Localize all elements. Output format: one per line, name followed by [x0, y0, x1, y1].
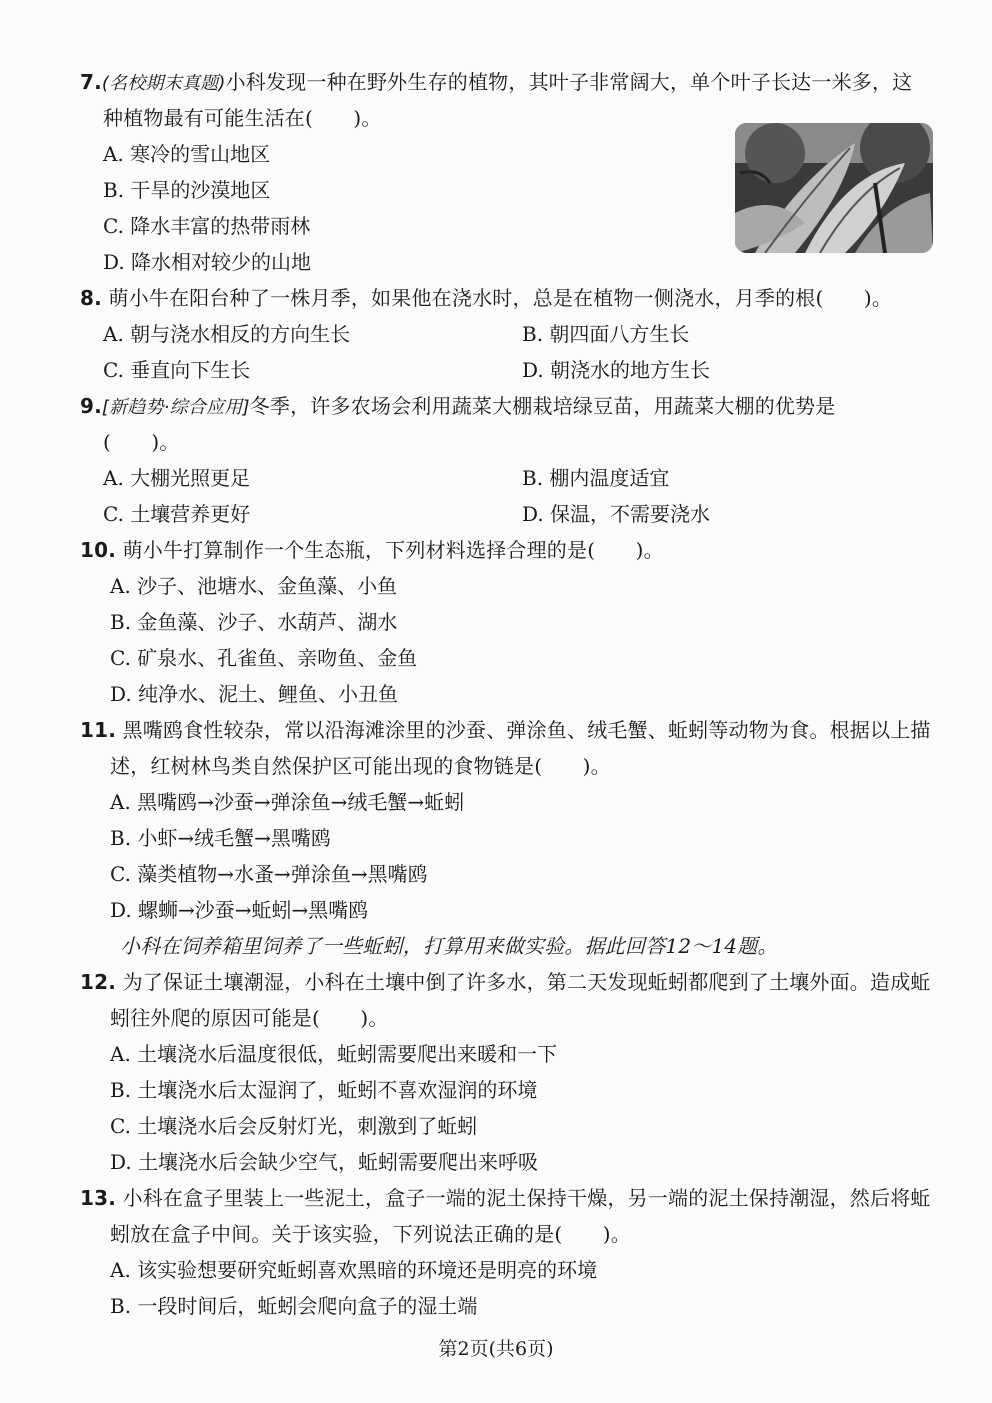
option-8a[interactable]: A. 朝与浇水相反的方向生长 — [103, 322, 351, 346]
question-11-stem-line-2: 述，红树林鸟类自然保护区可能出现的食物链是( )。 — [110, 754, 611, 778]
question-number: 9. — [80, 394, 102, 418]
question-10-stem: 10. 萌小牛打算制作一个生态瓶，下列材料选择合理的是( )。 — [80, 538, 664, 562]
option-7c[interactable]: C. 降水丰富的热带雨林 — [103, 214, 311, 238]
option-12d[interactable]: D. 土壤浇水后会缺少空气，蚯蚓需要爬出来呼吸 — [110, 1150, 539, 1174]
option-10d[interactable]: D. 纯净水、泥土、鲤鱼、小丑鱼 — [110, 682, 399, 706]
question-9-stem-line-1: 9.[新趋势·综合应用]冬季，许多农场会利用蔬菜大棚栽培绿豆苗，用蔬菜大棚的优势是 — [80, 394, 836, 418]
option-8b[interactable]: B. 朝四面八方生长 — [522, 322, 690, 346]
page-footer: 第2页(共6页) — [438, 1338, 554, 1360]
question-number: 13. — [80, 1186, 117, 1210]
option-9c[interactable]: C. 土壤营养更好 — [103, 502, 251, 526]
option-11d[interactable]: D. 螺蛳→沙蚕→蚯蚓→黑嘴鸥 — [110, 898, 369, 922]
option-10a[interactable]: A. 沙子、池塘水、金鱼藻、小鱼 — [110, 574, 398, 598]
option-11a[interactable]: A. 黑嘴鸥→沙蚕→弹涂鱼→绒毛蟹→蚯蚓 — [110, 790, 465, 814]
question-7-stem-line-1: 7.(名校期末真题)小科发现一种在野外生存的植物，其叶子非常阔大，单个叶子长达一米多，这 — [80, 70, 913, 94]
question-8-stem: 8. 萌小牛在阳台种了一株月季，如果他在浇水时，总是在植物一侧浇水，月季的根( )。 — [80, 286, 893, 310]
option-8c[interactable]: C. 垂直向下生长 — [103, 358, 251, 382]
question-13-stem-line-2: 蚓放在盒子中间。关于该实验，下列说法正确的是( )。 — [110, 1222, 632, 1246]
option-11b[interactable]: B. 小虾→绒毛蟹→黑嘴鸥 — [110, 826, 331, 850]
question-number: 7. — [80, 70, 102, 94]
question-7-stem-line-2: 种植物最有可能生活在( )。 — [103, 106, 382, 130]
option-8d[interactable]: D. 朝浇水的地方生长 — [522, 358, 711, 382]
option-13b[interactable]: B. 一段时间后，蚯蚓会爬向盒子的湿土端 — [110, 1294, 478, 1318]
option-10b[interactable]: B. 金鱼藻、沙子、水葫芦、湖水 — [110, 610, 398, 634]
option-13a[interactable]: A. 该实验想要研究蚯蚓喜欢黑暗的环境还是明亮的环境 — [110, 1258, 598, 1282]
option-10c[interactable]: C. 矿泉水、孔雀鱼、亲吻鱼、金鱼 — [110, 646, 418, 670]
option-7a[interactable]: A. 寒冷的雪山地区 — [103, 142, 271, 166]
question-tag: [新趋势·综合应用] — [101, 397, 250, 418]
shared-context-12-14: 小科在饲养箱里饲养了一些蚯蚓，打算用来做实验。据此回答12～14题。 — [120, 934, 778, 958]
option-9a[interactable]: A. 大棚光照更足 — [103, 466, 251, 490]
option-12c[interactable]: C. 土壤浇水后会反射灯光，刺激到了蚯蚓 — [110, 1114, 478, 1138]
question-tag: (名校期末真题) — [101, 73, 226, 94]
question-12-stem-line-1: 12. 为了保证土壤潮湿，小科在土壤中倒了许多水，第二天发现蚯蚓都爬到了土壤外面。造成蚯 — [80, 970, 931, 994]
option-9d[interactable]: D. 保温，不需要浇水 — [522, 502, 711, 526]
question-12-stem-line-2: 蚓往外爬的原因可能是( )。 — [110, 1006, 389, 1030]
question-number: 12. — [80, 970, 117, 994]
banana-plant-photo — [735, 123, 933, 253]
option-12b[interactable]: B. 土壤浇水后太湿润了，蚯蚓不喜欢湿润的环境 — [110, 1078, 538, 1102]
option-7b[interactable]: B. 干旱的沙漠地区 — [103, 178, 271, 202]
option-9b[interactable]: B. 棚内温度适宜 — [522, 466, 670, 490]
question-11-stem-line-1: 11. 黑嘴鸥食性较杂，常以沿海滩涂里的沙蚕、弹涂鱼、绒毛蟹、蚯蚓等动物为食。根据以上描 — [80, 718, 931, 742]
question-13-stem-line-1: 13. 小科在盒子里装上一些泥土，盒子一端的泥土保持干燥，另一端的泥土保持潮湿，然后将蚯 — [80, 1186, 931, 1210]
question-number: 11. — [80, 718, 117, 742]
question-number: 10. — [80, 538, 117, 562]
option-7d[interactable]: D. 降水相对较少的山地 — [103, 250, 312, 274]
option-12a[interactable]: A. 土壤浇水后温度很低，蚯蚓需要爬出来暖和一下 — [110, 1042, 558, 1066]
question-number: 8. — [80, 286, 102, 310]
option-11c[interactable]: C. 藻类植物→水蚤→弹涂鱼→黑嘴鸥 — [110, 862, 428, 886]
question-9-stem-line-2: ( )。 — [103, 430, 180, 454]
